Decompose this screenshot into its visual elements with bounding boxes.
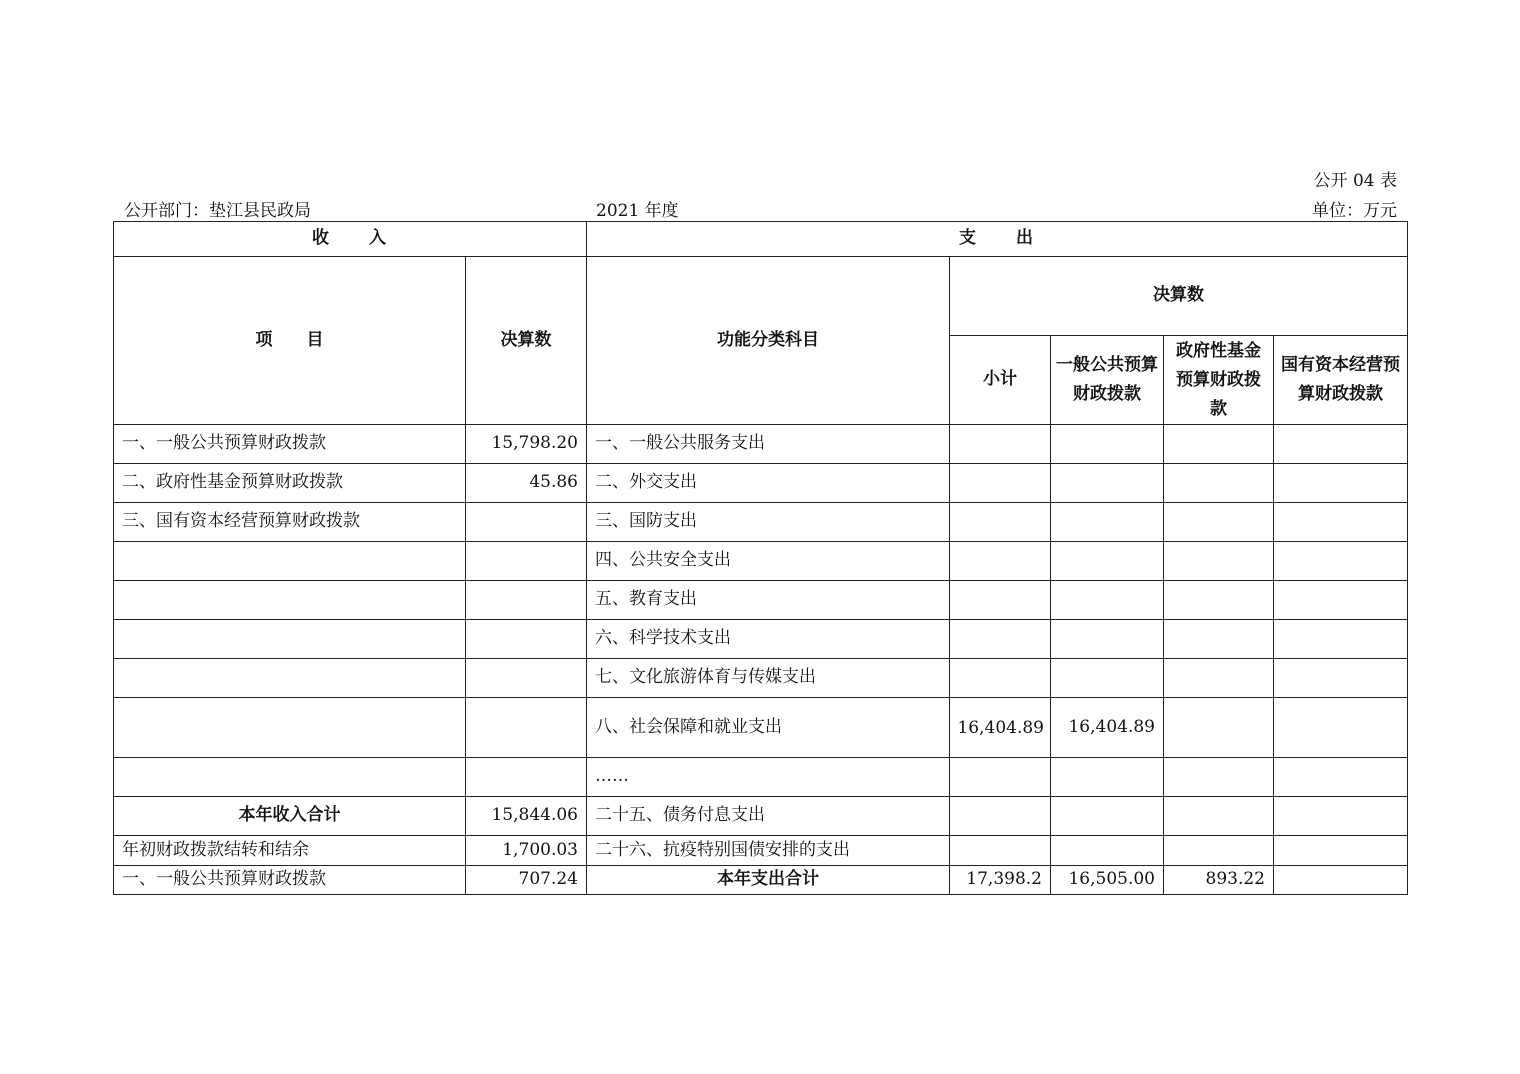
income-amount-cell: 1,700.03 (466, 836, 587, 866)
income-amount-cell (466, 503, 587, 542)
table-row (114, 542, 1408, 581)
table-row (114, 836, 1408, 866)
income-item-cell: 一、一般公共预算财政拨款 (114, 425, 466, 464)
state-capital-cell (1274, 425, 1408, 464)
government-fund-cell (1164, 659, 1274, 698)
state-capital-column-header: 国有资本经营预算财政拨款 (1274, 336, 1408, 425)
subtotal-cell (950, 503, 1051, 542)
income-section-header: 收 入 (114, 222, 587, 257)
general-budget-cell (1051, 758, 1164, 797)
function-category-cell: 二十六、抗疫特别国债安排的支出 (587, 836, 950, 866)
income-item-cell (114, 698, 466, 758)
function-category-cell: 三、国防支出 (587, 503, 950, 542)
general-budget-cell (1051, 836, 1164, 866)
government-fund-cell: 893.22 (1164, 866, 1274, 895)
table-row (114, 659, 1408, 698)
subtotal-cell: 17,398.2 (950, 866, 1051, 895)
government-fund-cell (1164, 758, 1274, 797)
function-category-cell: 七、文化旅游体育与传媒支出 (587, 659, 950, 698)
function-category-cell: 二十五、债务付息支出 (587, 797, 950, 836)
function-category-cell: 八、社会保障和就业支出 (587, 698, 950, 758)
government-fund-column-header: 政府性基金预算财政拨款 (1164, 336, 1274, 425)
subtotal-cell (950, 542, 1051, 581)
table-row (114, 620, 1408, 659)
government-fund-cell (1164, 425, 1274, 464)
income-amount-cell (466, 581, 587, 620)
subtotal-cell (950, 464, 1051, 503)
general-budget-cell (1051, 797, 1164, 836)
function-category-cell: 五、教育支出 (587, 581, 950, 620)
government-fund-cell (1164, 620, 1274, 659)
income-amount-cell (466, 659, 587, 698)
income-item-cell (114, 581, 466, 620)
subtotal-cell (950, 581, 1051, 620)
state-capital-cell (1274, 464, 1408, 503)
function-category-cell: …… (587, 758, 950, 797)
table-row (114, 698, 1408, 758)
government-fund-cell (1164, 581, 1274, 620)
state-capital-cell (1274, 620, 1408, 659)
function-category-column-header: 功能分类科目 (587, 257, 950, 425)
general-budget-cell (1051, 620, 1164, 659)
table-row (114, 866, 1408, 895)
subtotal-cell (950, 425, 1051, 464)
state-capital-cell (1274, 758, 1408, 797)
income-amount-cell: 707.24 (466, 866, 587, 895)
department-label: 公开部门：垫江县民政局 (124, 201, 311, 221)
item-column-header: 项 目 (114, 257, 466, 425)
income-item-cell (114, 542, 466, 581)
government-fund-cell (1164, 464, 1274, 503)
income-amount-cell (466, 620, 587, 659)
form-code: 公开 04 表 (1313, 171, 1397, 191)
income-amount-cell (466, 542, 587, 581)
table-row (114, 464, 1408, 503)
income-item-cell (114, 758, 466, 797)
general-budget-cell (1051, 503, 1164, 542)
state-capital-cell (1274, 581, 1408, 620)
subtotal-column-header: 小计 (950, 336, 1051, 425)
income-item-cell (114, 659, 466, 698)
table-row (114, 758, 1408, 797)
income-amount-cell: 45.86 (466, 464, 587, 503)
table-row (114, 425, 1408, 464)
income-amount-cell (466, 758, 587, 797)
general-budget-cell: 16,404.89 (1051, 698, 1164, 758)
general-budget-cell (1051, 425, 1164, 464)
subtotal-cell: 16,404.89 (950, 698, 1051, 758)
state-capital-cell (1274, 659, 1408, 698)
government-fund-cell (1164, 503, 1274, 542)
income-item-cell (114, 620, 466, 659)
state-capital-cell (1274, 866, 1408, 895)
state-capital-cell (1274, 698, 1408, 758)
expense-section-header: 支 出 (587, 222, 1408, 257)
function-category-cell: 六、科学技术支出 (587, 620, 950, 659)
general-budget-cell (1051, 464, 1164, 503)
income-item-cell: 一、一般公共预算财政拨款 (114, 866, 466, 895)
income-amount-cell: 15,844.06 (466, 797, 587, 836)
general-budget-cell (1051, 659, 1164, 698)
table-row (114, 503, 1408, 542)
income-item-cell: 二、政府性基金预算财政拨款 (114, 464, 466, 503)
state-capital-cell (1274, 797, 1408, 836)
state-capital-cell (1274, 503, 1408, 542)
income-amount-column-header: 决算数 (466, 257, 587, 425)
table-row (114, 581, 1408, 620)
government-fund-cell (1164, 542, 1274, 581)
general-budget-cell (1051, 542, 1164, 581)
subtotal-cell (950, 659, 1051, 698)
subtotal-cell (950, 836, 1051, 866)
income-item-cell: 三、国有资本经营预算财政拨款 (114, 503, 466, 542)
fiscal-year: 2021 年度 (596, 201, 679, 221)
function-category-cell: 一、一般公共服务支出 (587, 425, 950, 464)
fiscal-report-table (113, 221, 1408, 895)
government-fund-cell (1164, 698, 1274, 758)
subtotal-cell (950, 797, 1051, 836)
function-category-cell: 二、外交支出 (587, 464, 950, 503)
general-budget-column-header: 一般公共预算财政拨款 (1051, 336, 1164, 425)
income-amount-cell (466, 698, 587, 758)
government-fund-cell (1164, 836, 1274, 866)
income-item-cell: 年初财政拨款结转和结余 (114, 836, 466, 866)
general-budget-cell (1051, 581, 1164, 620)
subtotal-cell (950, 758, 1051, 797)
table-row (114, 797, 1408, 836)
general-budget-cell: 16,505.00 (1051, 866, 1164, 895)
government-fund-cell (1164, 797, 1274, 836)
subtotal-cell (950, 620, 1051, 659)
final-amount-group-header: 决算数 (950, 257, 1408, 336)
state-capital-cell (1274, 542, 1408, 581)
expense-total-label: 本年支出合计 (587, 866, 950, 895)
unit-label: 单位：万元 (1312, 201, 1397, 221)
function-category-cell: 四、公共安全支出 (587, 542, 950, 581)
income-amount-cell: 15,798.20 (466, 425, 587, 464)
income-total-label: 本年收入合计 (114, 797, 466, 836)
state-capital-cell (1274, 836, 1408, 866)
